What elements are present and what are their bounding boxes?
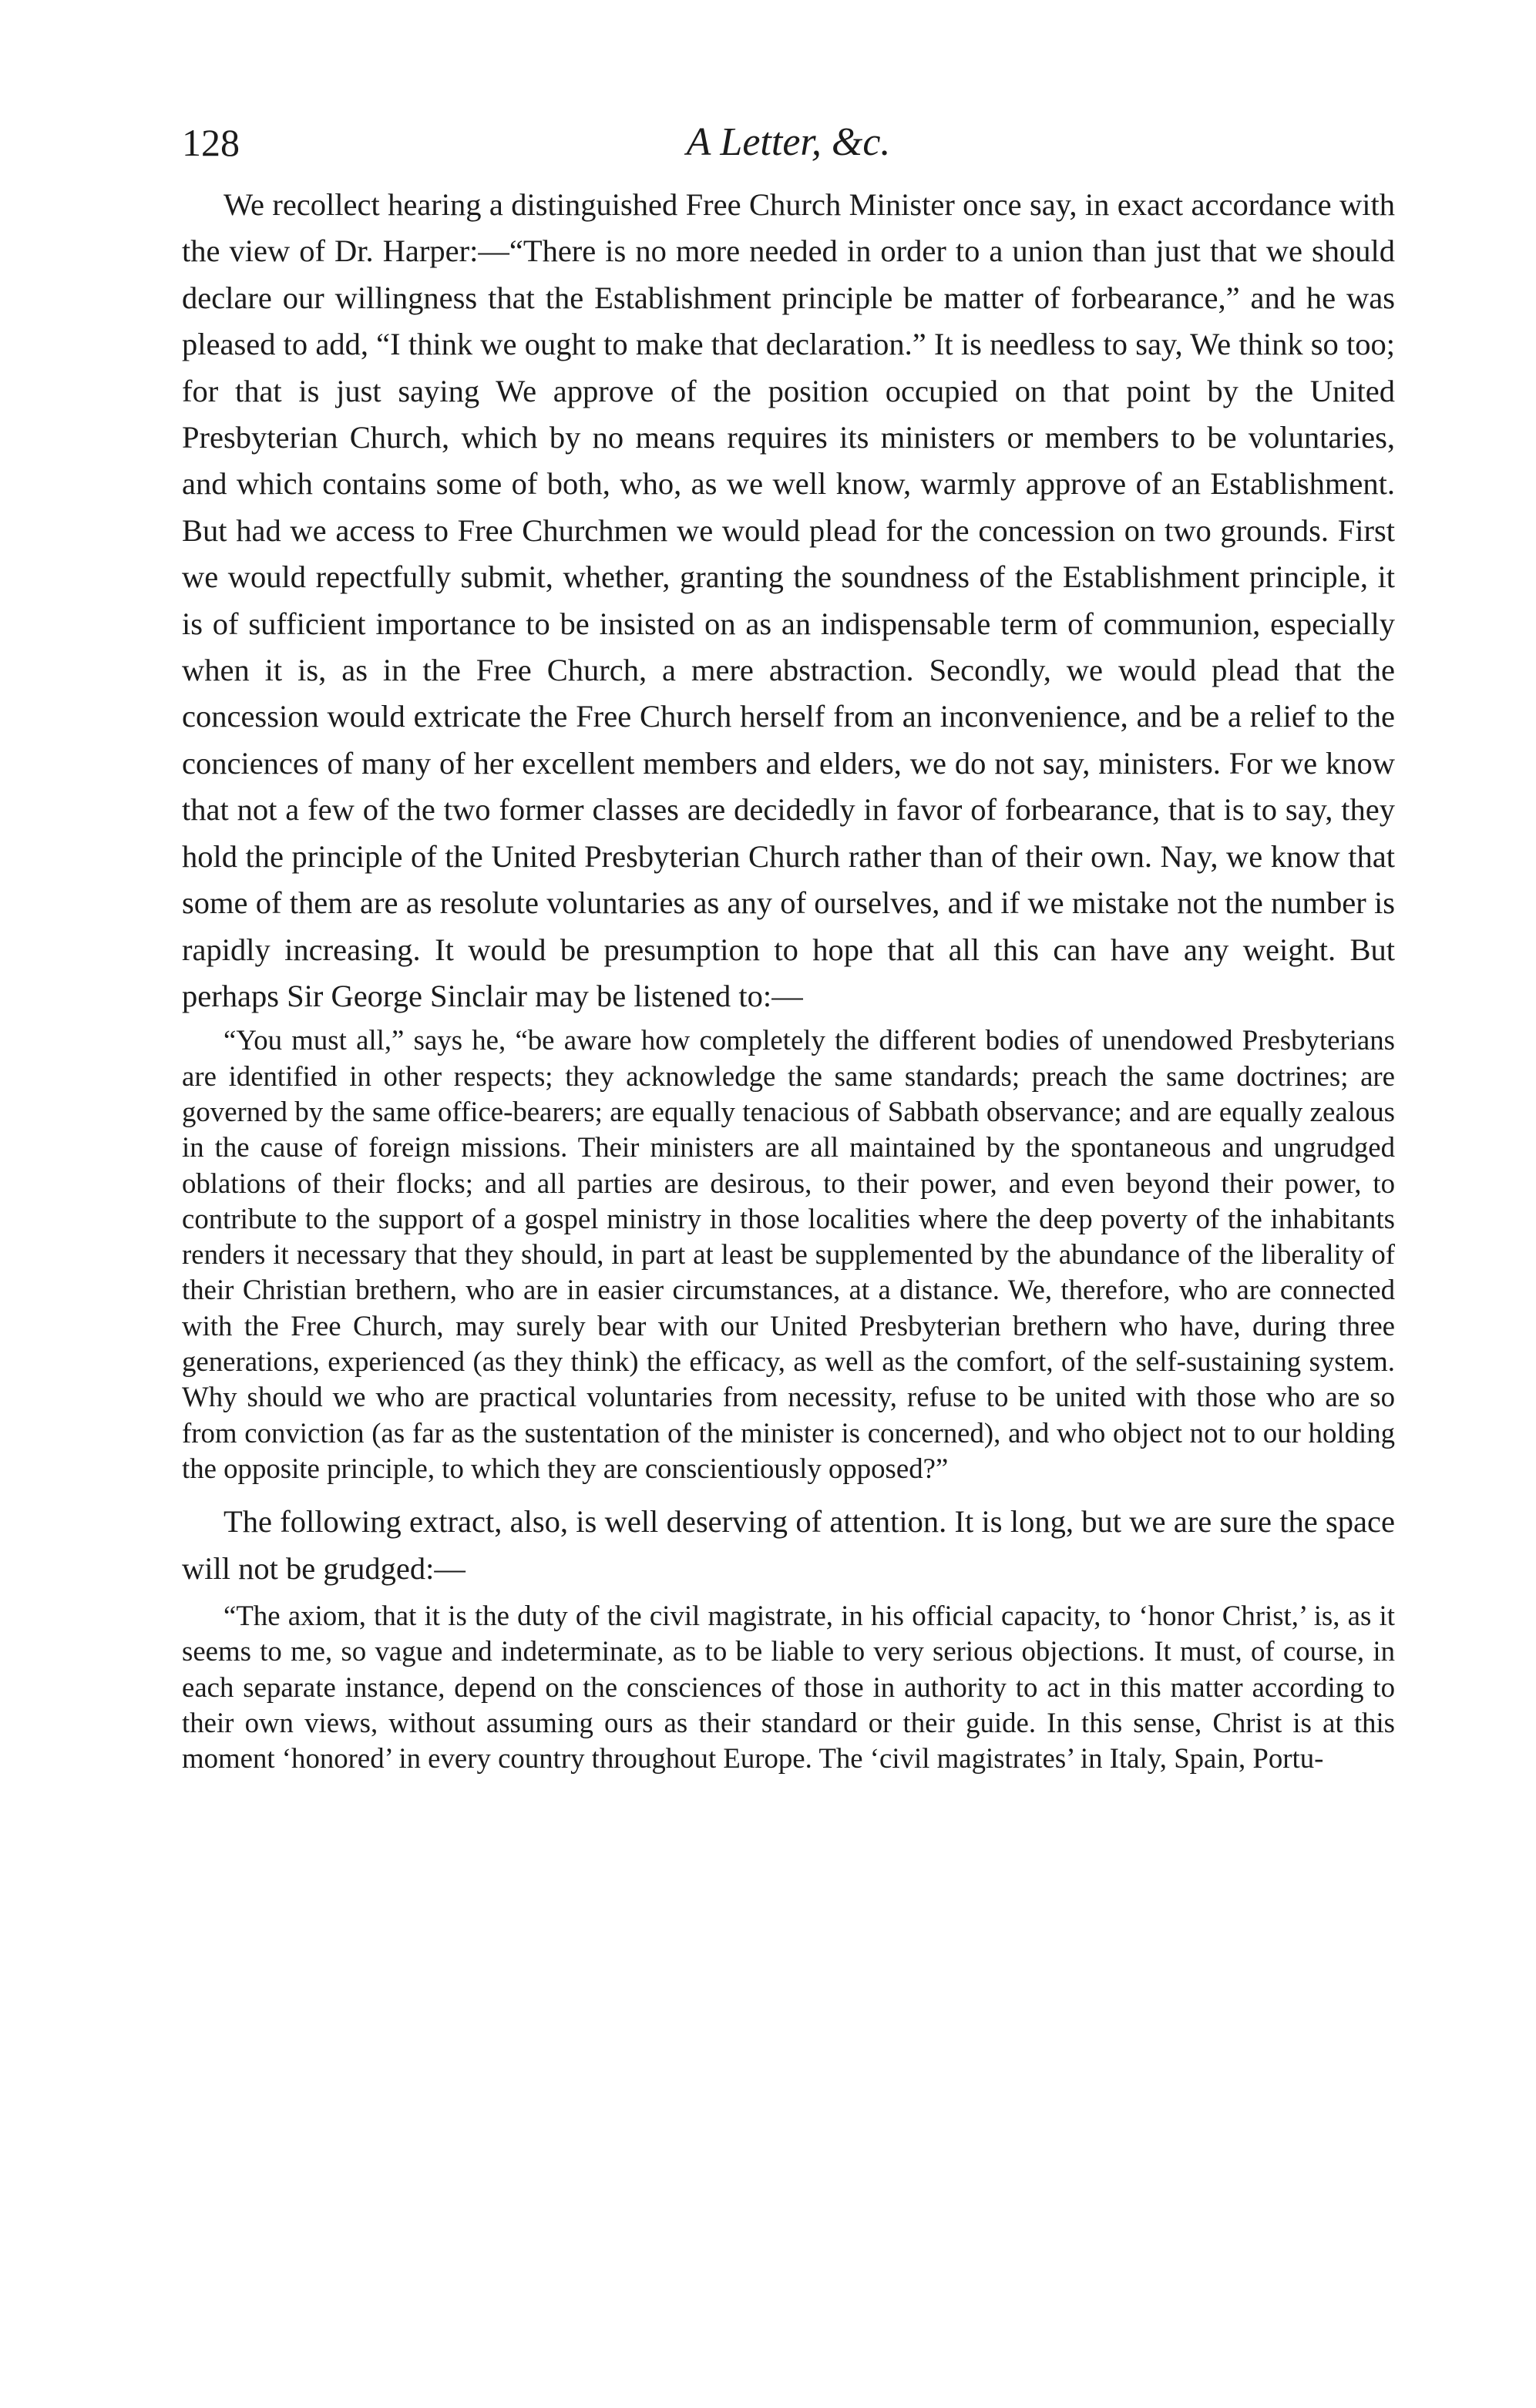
page-number: 128 bbox=[182, 121, 240, 164]
page-body bbox=[182, 182, 1395, 1776]
quoted-paragraph-sinclair: “You must all,” says he, “be aware how completely the different bodies of unendowed Presbyterians are identified in other respects; they acknowledge the same standards; preach the same doctrines; are governed by the same office-bearers; are equally tenacious of Sabbath observance; and are equally zealous in the cause of foreign missions. Their ministers are all maintained by the spontaneous and ungrudged oblations of their flocks; and all parties are desirous, to their power, and even beyond their power, to contribute to the support of a gospel ministry in those localities where the deep poverty of the inhabitants renders it necessary that they should, in part at least be supplemented by the abundance of the liberality of their Christian brethern, who are in easier circumstances, at a distance. We, therefore, who are connected with the Free Church, may surely bear with our United Presbyterian brethern who have, during three generations, experienced (as they think) the efficacy, as well as the comfort, of the self-sustaining system. Why should we who are practical voluntaries from necessity, refuse to be united with those who are so from conviction (as far as the sustentation of the minister is concerned), and who object not to our holding the opposite principle, to which they are conscientiously opposed?” bbox=[182, 1024, 1395, 1484]
paragraph-extract-intro: The following extract, also, is well deserving of attention. It is long, but we are sure the space will not be grudged:— bbox=[182, 1504, 1395, 1586]
running-title: A Letter, &c. bbox=[686, 120, 891, 164]
quoted-paragraph-axiom: “The axiom, that it is the duty of the civil magistrate, in his official capacity, to ‘honor Christ,’ is, as it seems to me, so vague and indeterminate, as to be liable to very serious objections. It must, of course, in each separate instance, depend on the consciences of those in authority to act in this matter according to their own views, without assuming ours as their standard or their guide. In this sense, Christ is at this moment ‘honored’ in every country throughout Europe. The ‘civil magistrates’ in Italy, Spain, Portu- bbox=[182, 1599, 1395, 1775]
paragraph-1: We recollect hearing a distinguished Free Church Minister once say, in exact accordance with the view of Dr. Harper:—“There is no more needed in order to a union than just that we should declare our willingness that the Establishment principle be matter of forbearance,” and he was pleased to add, “I think we ought to make that declaration.” It is needless to say, We think so too; for that is just saying We approve of the position occupied on that point by the United Presbyterian Church, which by no means requires its ministers or members to be voluntaries, and which contains some of both, who, as we well know, warmly approve of an Establishment. But had we access to Free Churchmen we would plead for the concession on two grounds. First we would repectfully submit, whether, granting the soundness of the Establishment principle, it is of sufficient importance to be insisted on as an indispensable term of communion, especially when it is, as in the Free Church, a mere abstraction. Secondly, we would plead that the concession would extricate the Free Church herself from an inconvenience, and be a relief to the conciences of many of her excellent members and elders, we do not say, ministers. For we know that not a few of the two former classes are decidedly in favor of forbearance, that is to say, they hold the principle of the United Presbyterian Church rather than of their own. Nay, we know that some of them are as resolute voluntaries as any of ourselves, and if we mistake not the number is rapidly increasing. It would be presumption to hope that all this can have any weight. But perhaps Sir George Sinclair may be listened to:— bbox=[182, 187, 1395, 1013]
page-header bbox=[182, 116, 1395, 177]
